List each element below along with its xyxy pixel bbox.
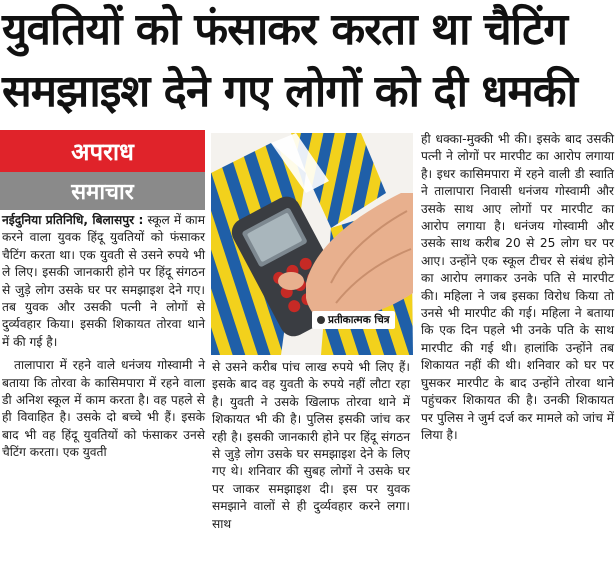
photo-caption — [312, 311, 395, 329]
thumb — [278, 272, 304, 290]
byline: नईदुनिया प्रतिनिधि, बिलासपुर : — [2, 213, 144, 227]
article-paragraph: से उसने करीब पांच लाख रुपये भी लिए हैं। इसके बाद वह युवती के रुपये नहीं लौटा रहा है। युवती ने उसके खिलाफ तोरवा थाने में शिकायत भी की है। पुलिस इसकी जांच कर रही है। इसकी जानकारी होने पर हिंदू संगठन से जुड़े लोग उसके घर समझाइश देने के लिए गए थे। शनिवार की सुबह लोगों ने उसके घर पर जाकर समझाइश दी। इस पर युवक समझाने वालों से ही दुर्व्यवहार करने लगा। साथ — [212, 360, 410, 531]
article-photo — [211, 133, 413, 355]
article-column-2 — [212, 359, 410, 533]
headline-line-2: समझाइश देने गए लोगों को दी धमकी — [2, 66, 577, 117]
section-tag-crime: अपराध — [0, 130, 205, 172]
section-tag-news: समाचार — [0, 172, 205, 210]
article-paragraph: ही धक्का-मुक्की भी की। इसके बाद उसकी पत्नी ने लोगों पर मारपीट का आरोप लगाया है। इधर कासिमपारा में रहने वाली डी स्वाति ने तालापारा निवासी धनंजय गोस्वामी और उसके साथ आए लोगों पर मारपीट का आरोप लगाया है। धनंजय गोस्वामी और उसके साथ करीब 20 से 25 लोग घर पर आए। उन्होंने एक स्कूल टीचर से संबंध होने का आरोप लगाकर उनके पति से मारपीट की। महिला ने जब इसका विरोध किया तो उनसे भी मारपीट की गई। महिला ने बताया कि एक दिन पहले भी उनके पति के साथ मारपीट की गई थी। हालांकि उन्होंने तब शिकायत नहीं की थी। शनिवार को घर पर घुसकर मारपीट के बाद उन्होंने तोरवा थाने पहुंचकर शिकायत की है। उनकी शिकायत पर पुलिस ने जुर्म दर्ज कर मामले को जांच में लिया है। — [421, 132, 614, 442]
caption-bullet-icon — [317, 316, 325, 324]
caption-text: प्रतीकात्मक चित्र — [328, 314, 390, 326]
headline-line-1: युवतियों को फंसाकर करता था चैटिंग — [2, 4, 568, 55]
article-column-1 — [2, 212, 205, 462]
article-text: स्कूल में काम करने वाला युवक हिंदू युवतियों को फंसाकर चैटिंग करता था। एक युवती से उसने रुपये भी ले लिए। इसकी जानकारी होने पर हिंदू संगठन से जुड़े लोग उसके घर पर समझाइश देने गए। तब युवक और उसकी पत्नी ने लोगों से दुर्व्यवहार किया। इसकी शिकायत तोरवा थाने में की गई है। — [2, 213, 205, 349]
article-paragraph — [2, 212, 205, 351]
article-column-3 — [421, 131, 614, 444]
article-paragraph: तालापारा में रहने वाले धनंजय गोस्वामी ने बताया कि तोरवा के कासिमपारा में रहने वाला डी अनिश स्कूल में काम करता है। वह पहले से ही विवाहित है। उसके दो बच्चे भी हैं। इसके बाद भी वह हिंदू युवतियों को फंसाकर उनसे चैटिंग करता। एक युवती — [2, 358, 205, 460]
